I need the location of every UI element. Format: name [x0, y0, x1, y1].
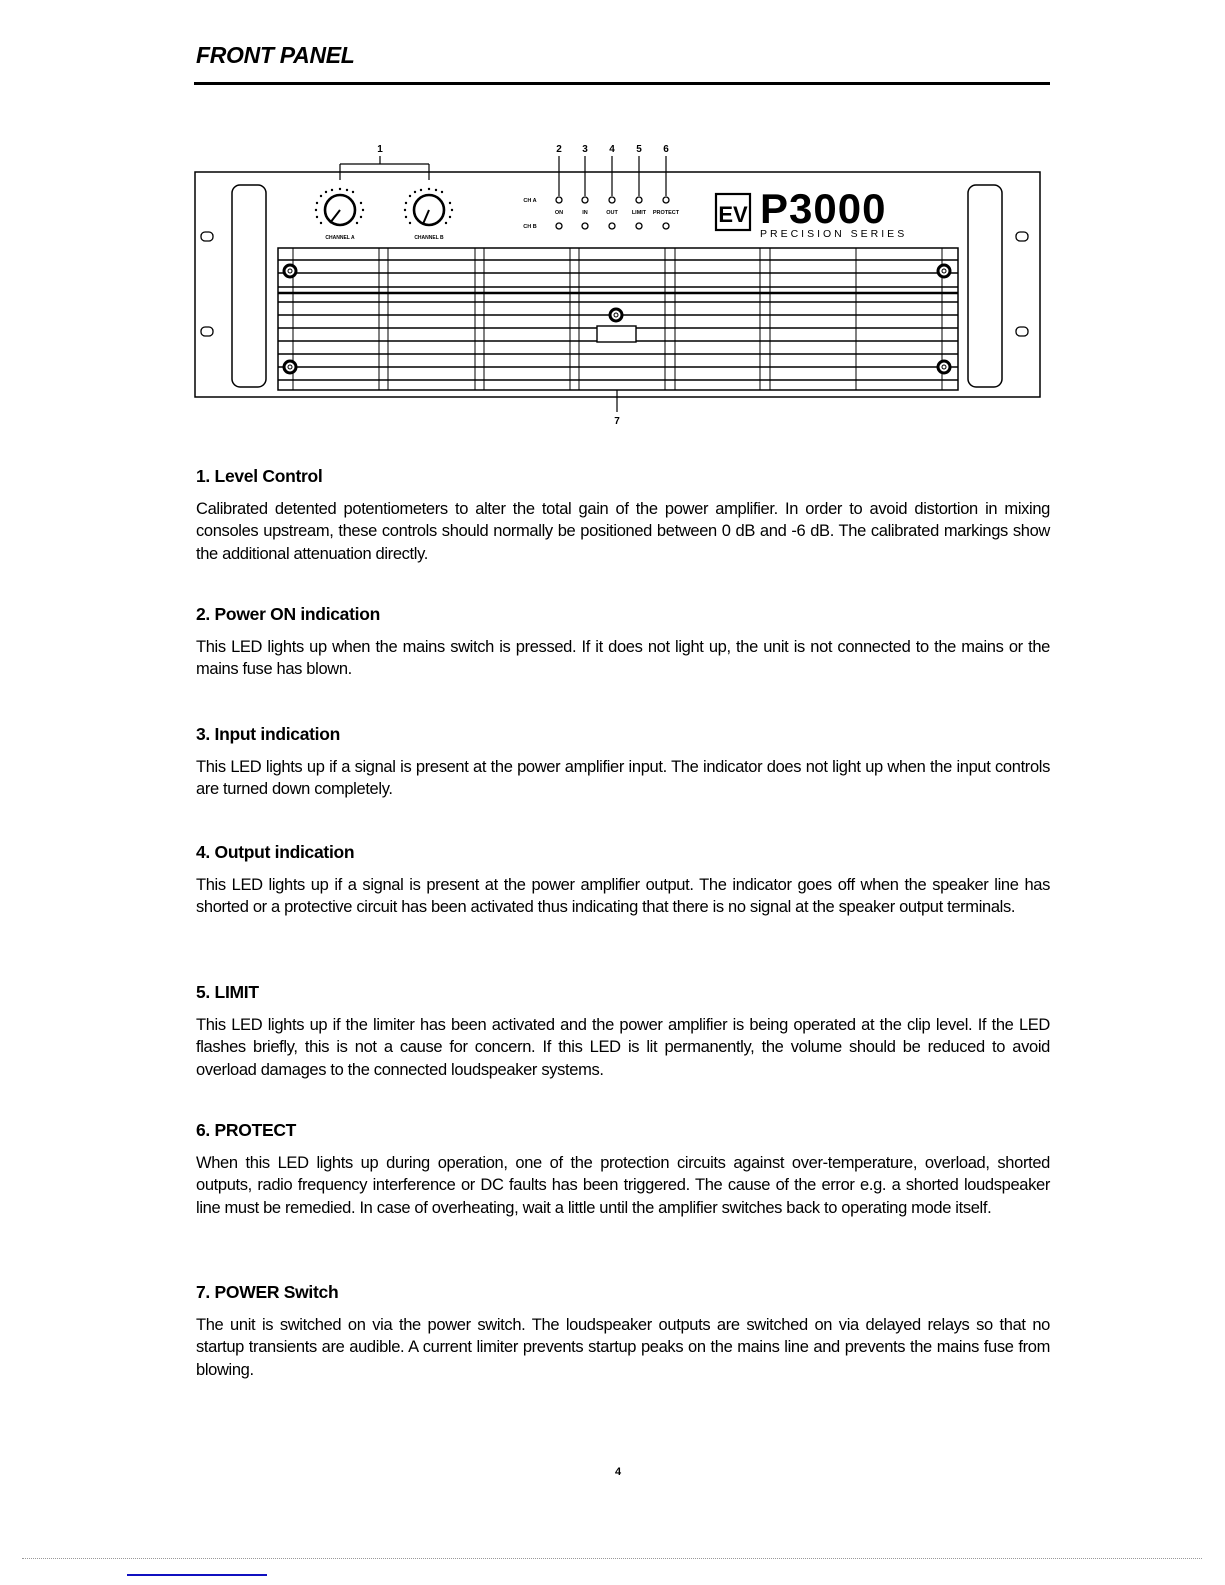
model-name: P3000: [760, 185, 887, 232]
section-limit: [196, 982, 1050, 1081]
callout-2: 2: [556, 144, 562, 155]
series-name: PRECISION SERIES: [760, 228, 908, 240]
ev-logo: [716, 194, 750, 230]
knob-a-label: CHANNEL A: [325, 235, 355, 241]
led-label-on: ON: [554, 210, 564, 216]
section-body: Calibrated detented potentiometers to alter the total gain of the power amplifier. In order to avoid distortion in mixing consoles upstream, these controls should normally be positioned between 0 dB and -6 dB. The calibrated markings show the additional attenuation directly.: [196, 500, 1050, 563]
callout-4: 4: [609, 144, 615, 155]
power-switch: [597, 326, 636, 342]
led-label-limit: LIMIT: [631, 210, 647, 216]
footer-divider: [22, 1558, 1202, 1559]
section-heading: 3. Input indication: [196, 724, 341, 744]
svg-text:EV: EV: [718, 202, 748, 227]
callout-3: 3: [582, 144, 588, 155]
section-body: This LED lights up if the limiter has been activated and the power amplifier is being operated at the clip level. If the LED flashes briefly, this is not a cause for concern. If this LED is lit permanently, the volume should be reduced to avoid overload damages to the connected loudspeaker systems.: [196, 1016, 1050, 1079]
section-body: The unit is switched on via the power switch. The loudspeaker outputs are switched on via delayed relays so that no startup transients are audible. A current limiter prevents startup peaks on the mains line and prevents the mains fuse from blowing.: [196, 1316, 1050, 1379]
section-body: This LED lights up if a signal is present at the power amplifier input. The indicator does not light up when the input controls are turned down completely.: [196, 758, 1050, 799]
section-heading: 6. PROTECT: [196, 1120, 297, 1140]
section-body: When this LED lights up during operation, one of the protection circuits against over-temperature, overload, shorted outputs, radio frequency interference or DC faults has been triggered. The cause of the error e.g. a shorted loudspeaker line must be remedied. In case of overheating, wait a little until the amplifier switches back to operating mode itself.: [196, 1154, 1050, 1217]
callout-5: 5: [636, 144, 642, 155]
led-label-out: OUT: [606, 210, 618, 216]
page-number: 4: [614, 1466, 622, 1478]
section-heading: 2. Power ON indication: [196, 604, 380, 624]
section-heading: 7. POWER Switch: [196, 1282, 339, 1302]
knob-b-label: CHANNEL B: [414, 235, 444, 241]
section-level-control: [196, 466, 1050, 565]
callout-6: 6: [663, 144, 669, 155]
section-body: This LED lights up if a signal is present at the power amplifier output. The indicator goes off when the speaker line has shorted or a protective circuit has been activated thus indicating that there is no signal at the speaker output terminals.: [196, 876, 1050, 917]
callout-7: 7: [614, 416, 620, 427]
section-power-on-indication: [196, 604, 1050, 681]
led-label-in: IN: [582, 210, 588, 216]
front-panel-diagram: [190, 140, 1050, 440]
section-heading: 1. Level Control: [196, 466, 323, 486]
section-output-indication: [196, 842, 1050, 919]
led-row-ch-b: CH B: [523, 224, 537, 230]
footer-scroll-indicator: [127, 1574, 267, 1576]
level-knob-channel-b: [404, 188, 453, 241]
front-grille: [278, 248, 958, 390]
section-heading: 5. LIMIT: [196, 982, 259, 1002]
section-body: This LED lights up when the mains switch is pressed. If it does not light up, the unit is not connected to the mains or the mains fuse has blown.: [196, 638, 1050, 679]
title-rule: [194, 82, 1050, 85]
section-power-switch: [196, 1282, 1050, 1381]
section-protect: [196, 1120, 1050, 1219]
level-knob-channel-a: [315, 188, 364, 241]
callout-1: 1: [377, 144, 383, 155]
section-input-indication: [196, 724, 1050, 801]
page-title: FRONT PANEL: [196, 42, 355, 68]
led-row-ch-a: CH A: [523, 198, 537, 204]
led-label-protect: PROTECT: [652, 210, 680, 216]
section-heading: 4. Output indication: [196, 842, 355, 862]
